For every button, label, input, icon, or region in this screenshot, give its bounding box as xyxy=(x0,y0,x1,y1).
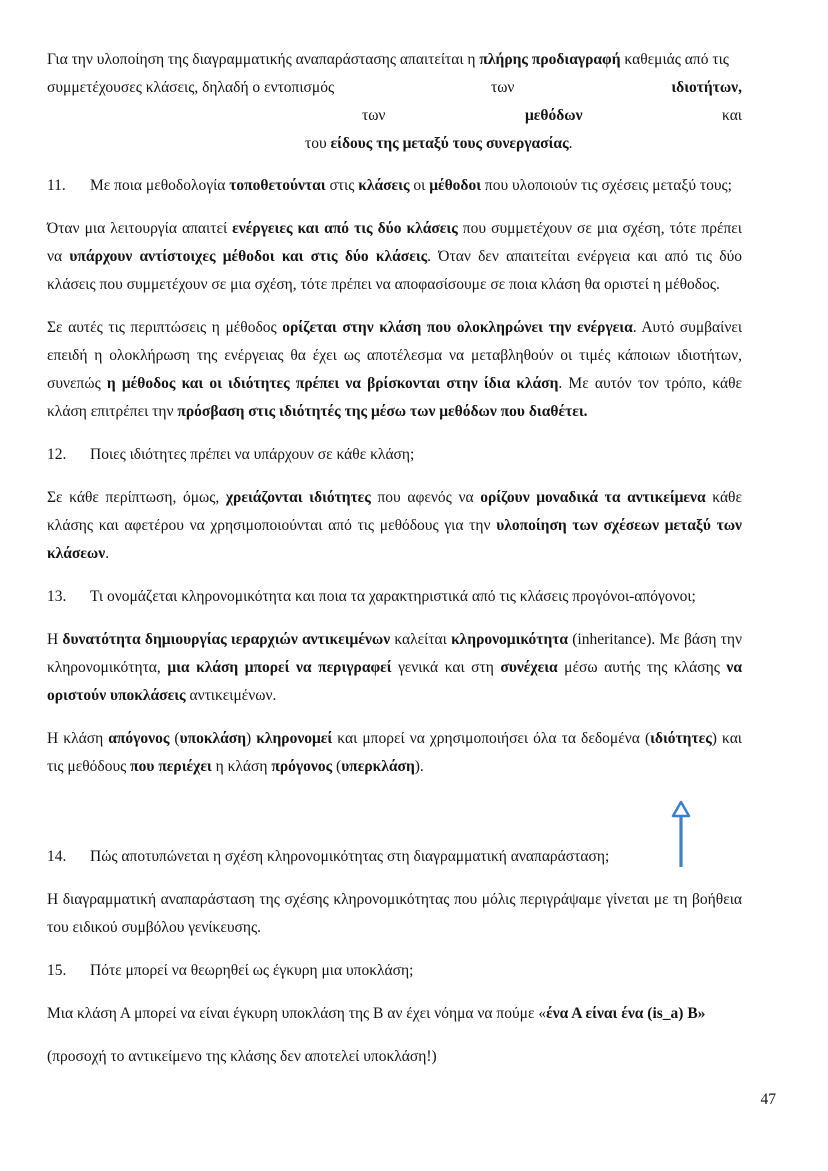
question-11 xyxy=(47,172,742,200)
page-number: 47 xyxy=(760,1091,776,1108)
question-13-text: Τι ονομάζεται κληρονομικότητα και ποια τα χαρακτηριστικά από τις κλάσεις προγόνοι-απόγονοι; xyxy=(90,588,696,605)
answer-13-paragraph-1: Η δυνατότητα δημιουργίας ιεραρχιών αντικειμένων καλείται κληρονομικότητα (inheritance). Με βάση την κληρονομικότητα, μια κλάση μπορεί να περιγραφεί γενικά και στη συνέχεια μέσω αυτής της κλάσης να οριστούν υποκλάσεις αντικειμένων. xyxy=(47,631,743,704)
blue-up-arrow-icon xyxy=(670,800,692,870)
answer-12-paragraph: Σε κάθε περίπτωση, όμως, χρειάζονται ιδιότητες που αφενός να ορίζουν μοναδικά τα αντικείμενα κάθε κλάσης και αφετέρου να χρησιμοποιούνται από τις μεθόδους για την υλοποίηση των σχέσεων μεταξύ των κλάσεων. xyxy=(47,489,742,562)
question-12-number: 12. xyxy=(47,446,67,463)
question-15 xyxy=(47,957,742,985)
intro-line-4: του είδους της μεταξύ τους συνεργασίας. xyxy=(305,135,573,152)
question-14 xyxy=(47,843,742,871)
answer-11-paragraph-2: Σε αυτές τις περιπτώσεις η μέθοδος ορίζεται στην κλάση που ολοκληρώνει την ενέργεια. Αυτό συμβαίνει επειδή η ολοκλήρωση της ενέργειας θα έχει ως αποτέλεσμα να μεταβληθούν οι τιμές κάποιων ιδιοτήτων, συνεπώς η μέθοδος και οι ιδιότητες πρέπει να βρίσκονται στην ίδια κλάση. Με αυτόν τον τρόπο, κάθε κλάση επιτρέπει την πρόσβαση στις ιδιότητές της μέσω των μεθόδων που διαθέτει. xyxy=(47,319,743,420)
question-13-number: 13. xyxy=(47,588,67,605)
question-14-text: Πώς αποτυπώνεται η σχέση κληρονομικότητας στη διαγραμματική αναπαράσταση; xyxy=(90,848,610,865)
answer-11-paragraph-1: Όταν μια λειτουργία απαιτεί ενέργειες και από τις δύο κλάσεις που συμμετέχουν σε μια σχέση, τότε πρέπει να υπάρχουν αντίστοιχες μέθοδοι και στις δύο κλάσεις. Όταν δεν απαιτείται ενέργεια και από τις δύο κλάσεις που συμμετέχουν σε μια σχέση, τότε πρέπει να αποφασίσουμε σε ποια κλάση θα οριστεί η μέθοδος. xyxy=(47,220,743,293)
question-12 xyxy=(47,441,742,469)
intro-line-2: συμμετέχουσες κλάσεις, δηλαδή ο εντοπισμός των ιδιοτήτων, xyxy=(47,79,742,96)
question-14-number: 14. xyxy=(47,848,67,865)
intro-line-1: Για την υλοποίηση της διαγραμματικής αναπαράστασης απαιτείται η πλήρης προδιαγραφή καθεμιάς από τις xyxy=(47,51,729,68)
answer-13-paragraph-2: Η κλάση απόγονος (υποκλάση) κληρονομεί και μπορεί να χρησιμοποιήσει όλα τα δεδομένα (ιδιότητες) και τις μεθόδους που περιέχει η κλάση πρόγονος (υπερκλάση). xyxy=(47,730,742,775)
answer-15-paragraph-2: (προσοχή το αντικείμενο της κλάσης δεν αποτελεί υποκλάση!) xyxy=(47,1048,437,1065)
question-11-number: 11. xyxy=(47,177,66,194)
question-15-number: 15. xyxy=(47,962,67,979)
question-13 xyxy=(47,583,742,611)
question-15-text: Πότε μπορεί να θεωρηθεί ως έγκυρη μια υποκλάση; xyxy=(90,962,414,979)
intro-line-3: των μεθόδων και xyxy=(362,107,742,124)
question-12-text: Ποιες ιδιότητες πρέπει να υπάρχουν σε κάθε κλάση; xyxy=(90,446,415,463)
question-11-text: Με ποια μεθοδολογία τοποθετούνται στις κλάσεις οι μέθοδοι που υλοποιούν τις σχέσεις μεταξύ τους; xyxy=(90,177,732,194)
answer-14-paragraph: Η διαγραμματική αναπαράσταση της σχέσης κληρονομικότητας που μόλις περιγράψαμε γίνεται με τη βοήθεια του ειδικού συμβόλου γενίκευσης. xyxy=(47,891,742,936)
answer-15-paragraph-1: Μια κλάση Α μπορεί να είναι έγκυρη υποκλάση της Β αν έχει νόημα να πούμε «ένα Α είναι ένα (is_a) Β» xyxy=(47,1005,706,1022)
